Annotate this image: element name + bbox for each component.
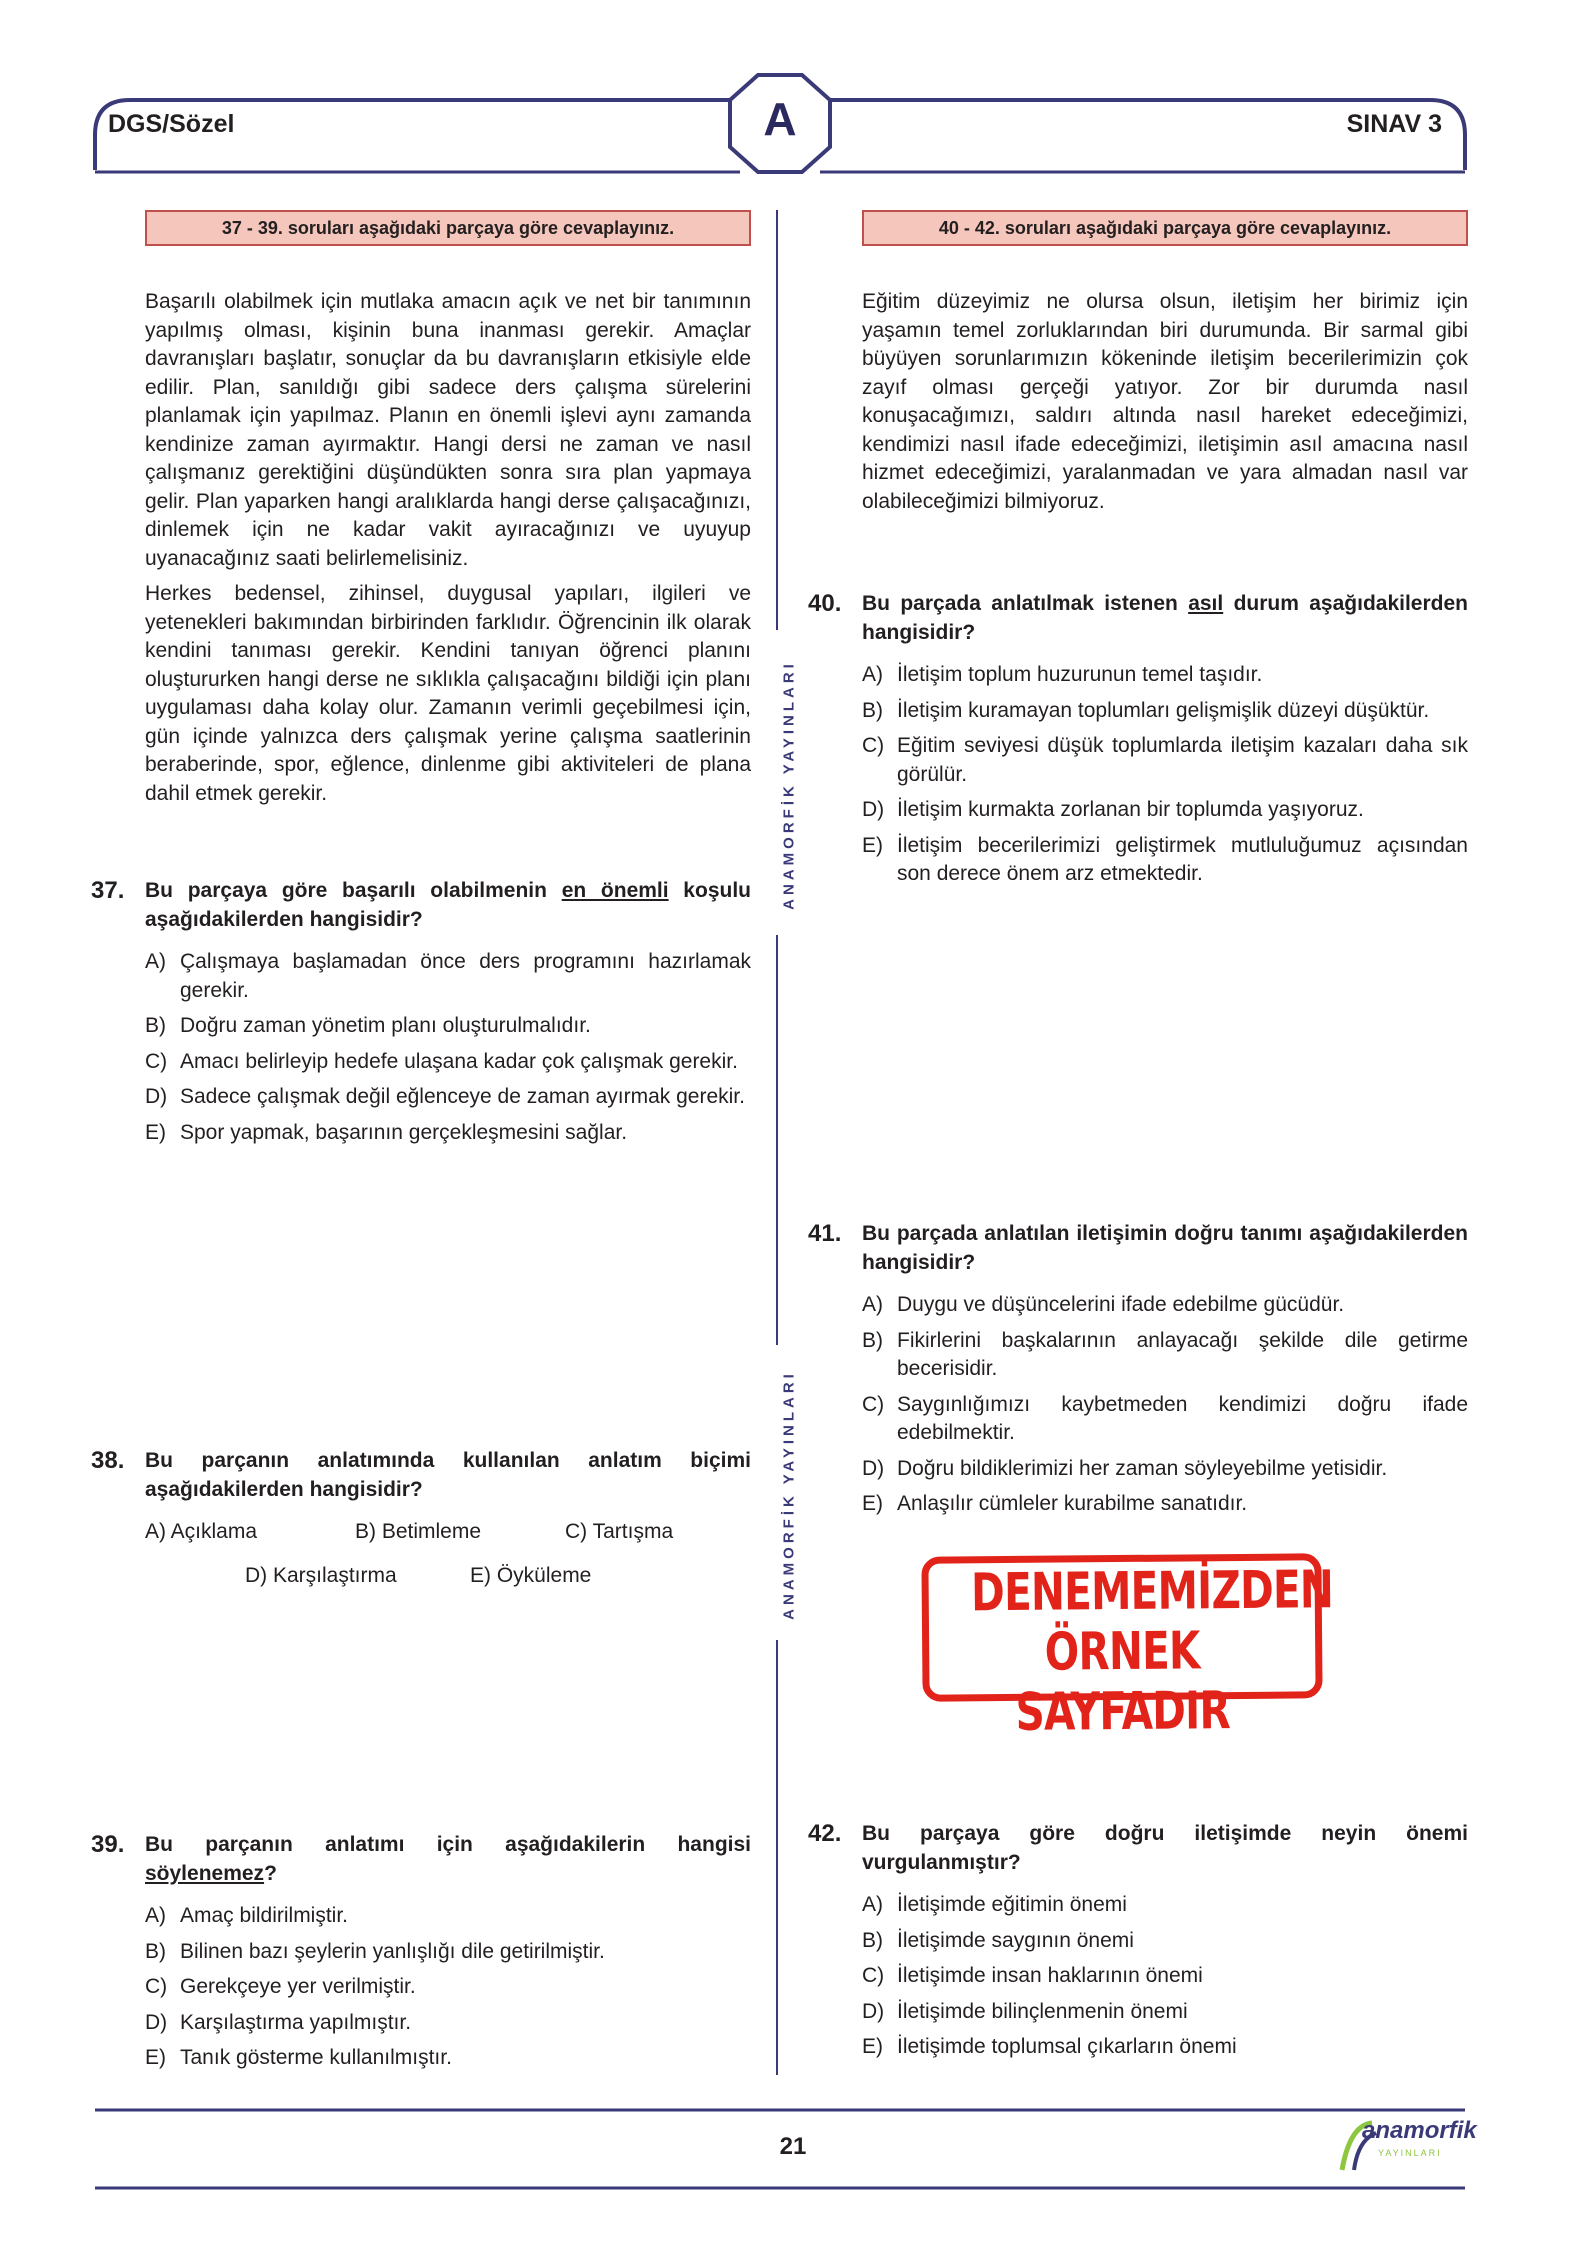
question-stem: Bu parçada anlatılmak istenen asıl durum aşağıdakilerden hangisidir? [862,592,1468,644]
question-40 [808,590,1468,896]
answer-option[interactable]: B) Bilinen bazı şeylerin yanlışlığı dile getirilmiştir. [145,1939,605,1963]
publisher-vertical-label: ANAMORFİK YAYINLARI [780,660,798,910]
exam-section-title: DGS/Sözel [108,110,235,138]
answer-option[interactable]: E) Öyküleme [470,1564,592,1587]
answer-option[interactable]: D) İletişimde bilinçlenmenin önemi [862,1999,1188,2023]
answer-option[interactable]: C) Eğitim seviyesi düşük toplumlarda iletişim kazaları daha sık görülür. [862,734,1468,786]
publisher-vertical-label: ANAMORFİK YAYINLARI [780,1370,798,1620]
question-38 [91,1447,751,1608]
answer-option[interactable]: C) Tartışma [565,1520,674,1543]
question-stem: Bu parçaya göre doğru iletişimde neyin önemi vurgulanmıştır? [862,1822,1468,1874]
question-42 [808,1820,1468,2069]
answer-option[interactable]: A) Duygu ve düşüncelerini ifade edebilme gücüdür. [862,1293,1345,1316]
answer-option[interactable]: E) Anlaşılır cümleler kurabilme sanatıdır. [862,1492,1248,1515]
passage-paragraph: Herkes bedensel, zihinsel, duygusal yapıları, ilgileri ve yetenekleri bakımından birbirinden farklıdır. Öğrencinin ilk olarak kendini tanıması gerekir. Kendini tanıyan öğrenci planını oluştururken hangi derse ne sıklıkla çalışacağını bildiği için planı uygulaması daha kolay olur. Zamanın verimli geçebilmesi için, gün içinde yalnızca ders çalışmak yerine çalışma saatlerinin beraberinde, spor, eğlence, dinlenme gibi aktiviteleri de plana dahil etmek gerekir. [145,582,751,805]
answer-option[interactable]: A) İletişimde eğitimin önemi [862,1893,1127,1916]
answer-option[interactable]: C) Saygınlığımızı kaybetmeden kendimizi doğru ifade edebilmektir. [862,1392,1468,1444]
question-number: 42. [808,1820,842,1847]
answer-option[interactable]: D) İletişim kurmakta zorlanan bir toplumda yaşıyoruz. [862,798,1364,821]
booklet-type-badge: A [763,93,797,145]
answer-option[interactable]: A) Amaç bildirilmiştir. [145,1904,349,1927]
question-stem: Bu parçanın anlatımında kullanılan anlatım biçimi aşağıdakilerden hangisidir? [145,1449,751,1501]
answer-option[interactable]: A) Çalışmaya başlamadan önce ders programını hazırlamak gerekir. [145,950,751,1002]
column-divider-top [776,210,778,630]
question-41 [808,1220,1468,1526]
question-number: 40. [808,590,842,617]
right-instruction-banner: 40 - 42. soruları aşağıdaki parçaya göre cevaplayınız. [862,210,1468,246]
answer-option[interactable]: B) İletişim kuramayan toplumları gelişmişlik düzeyi düşüktür. [862,698,1430,722]
question-number: 38. [91,1447,125,1474]
publisher-logo: anamorfik YAYINLARI [1332,2115,1477,2175]
sample-page-stamp: DENEMEMİZDEN ÖRNEK SAYFADIR [921,1553,1322,1701]
passage-paragraph: Eğitim düzeyimiz ne olursa olsun, iletişim her birimiz için yaşamın temel zorluklarından biri durumunda. Bir sarmal gibi büyüyen sorunlarımızın kökeninde iletişim becerilerimizin çok zayıf olması gerçeği yatıyor. Zor bir durumda nasıl konuşacağımızı, saldırı altında nasıl hareket edeceğimizi, kendimizi nasıl ifade edeceğimizi, iletişimin asıl amacına nasıl hizmet edeceğimizi, yaralanmadan ve yara almadan nasıl var olabileceğimizi bilmiyoruz. [862,290,1468,513]
answer-option[interactable]: A) Açıklama [145,1520,258,1543]
answer-option[interactable]: E) Spor yapmak, başarının gerçekleşmesini sağlar. [145,1120,628,1144]
right-reading-passage [862,288,1468,516]
question-stem: Bu parçada anlatılan iletişimin doğru tanımı aşağıdakilerden hangisidir? [862,1222,1468,1274]
answer-option[interactable]: C) Gerekçeye yer verilmiştir. [145,1975,416,1998]
answer-option[interactable]: D) Sadece çalışmak değil eğlenceye de zaman ayırmak gerekir. [145,1085,745,1108]
question-39 [91,1831,751,2080]
question-37 [91,877,751,1154]
answer-option[interactable]: D) Doğru bildiklerimizi her zaman söyleyebilme yetisidir. [862,1456,1388,1480]
left-instruction-banner: 37 - 39. soruları aşağıdaki parçaya göre cevaplayınız. [145,210,751,246]
question-stem: Bu parçaya göre başarılı olabilmenin en önemli koşulu aşağıdakilerden hangisidir? [145,879,751,931]
answer-option[interactable]: E) İletişimde toplumsal çıkarların önemi [862,2035,1237,2058]
answer-option[interactable]: E) İletişim becerilerimizi geliştirmek mutluluğumuz açısından son derece önem arz etmektedir. [862,833,1468,885]
exam-number: SINAV 3 [1346,110,1442,138]
answer-option[interactable]: C) Amacı belirleyip hedefe ulaşana kadar çok çalışmak gerekir. [145,1049,738,1073]
answer-option[interactable]: B) Fikirlerini başkalarının anlayacağı şekilde dile getirme becerisidir. [862,1328,1468,1380]
answer-option[interactable]: A) İletişim toplum huzurunun temel taşıdır. [862,663,1263,686]
question-stem: Bu parçanın anlatımı için aşağıdakilerin hangisi söylenemez? [145,1833,751,1885]
answer-option[interactable]: B) Doğru zaman yönetim planı oluşturulmalıdır. [145,1014,591,1037]
answer-option[interactable]: B) İletişimde saygının önemi [862,1928,1134,1952]
column-divider-bottom [776,1640,778,2075]
answer-option[interactable]: D) Karşılaştırma [245,1564,397,1587]
page-number: 21 [779,2133,807,2160]
column-divider-middle [776,935,778,1345]
answer-option[interactable]: C) İletişimde insan haklarının önemi [862,1964,1203,1987]
passage-paragraph: Başarılı olabilmek için mutlaka amacın açık ve net bir tanımının yapılmış olması, kişinin buna inanması gerekir. Amaçlar davranışları başlatır, sonuçlar da bu davranışların etkisiyle elde edilir. Plan, sanıldığı gibi sadece ders çalışma sürelerini planlamak için yapılmaz. Planın en önemli işlevi aynı zamanda kendinize zaman ayırmaktır. Hangi dersi ne zaman ve nasıl çalışmanız gerektiğini düşündükten sonra sıra plan yapmaya gelir. Plan yaparken hangi aralıklarda hangi derse çalışacağınızı, dinlemek için ne kadar vakit ayıracağınızı ve uyuyup uyanacağınız saati belirlemelisiniz. [145,290,751,570]
question-number: 39. [91,1831,125,1858]
question-number: 41. [808,1220,842,1247]
answer-option[interactable]: D) Karşılaştırma yapılmıştır. [145,2010,412,2034]
answer-option[interactable]: E) Tanık gösterme kullanılmıştır. [145,2046,452,2069]
answer-option[interactable]: B) Betimleme [355,1520,482,1543]
question-number: 37. [91,877,125,904]
left-reading-passage [145,288,751,808]
